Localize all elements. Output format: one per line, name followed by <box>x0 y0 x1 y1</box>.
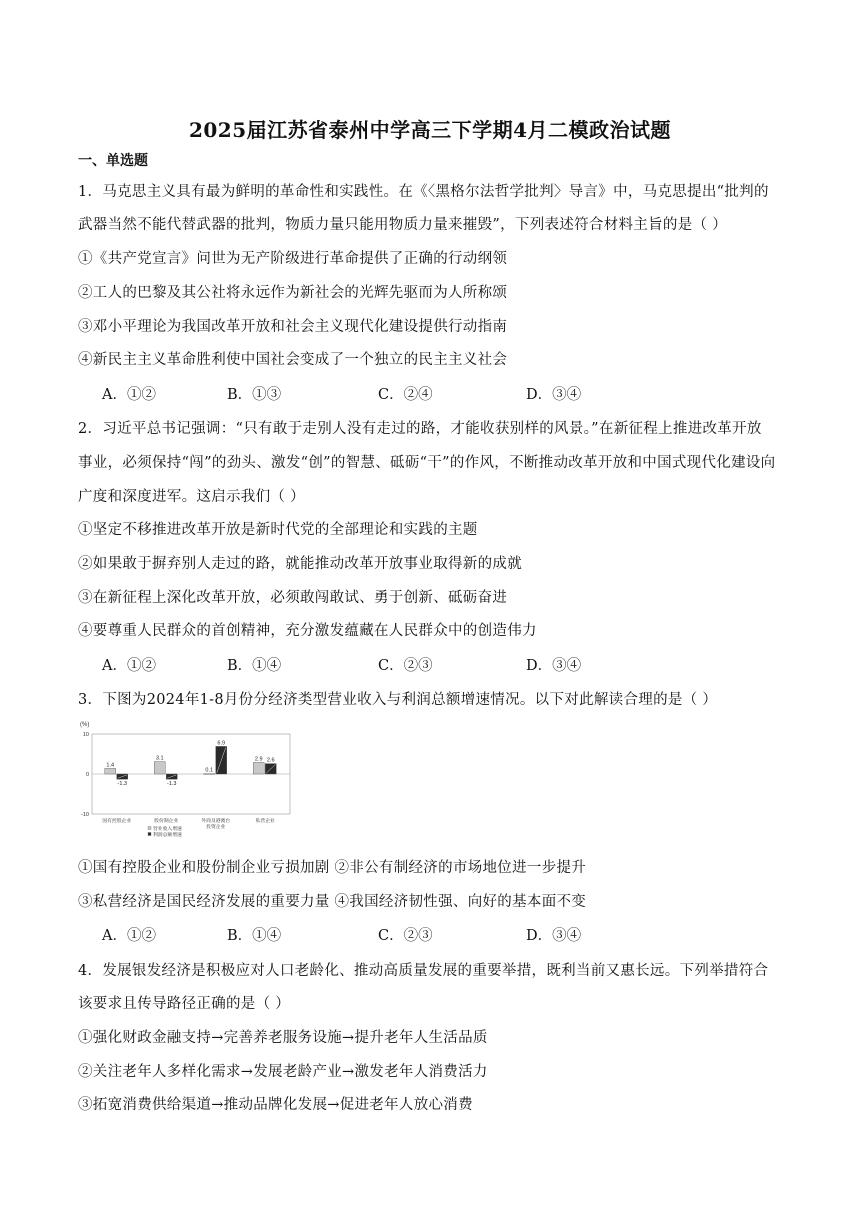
q2-option-d[interactable]: D．③④ <box>526 658 582 674</box>
q1-option-c[interactable]: C．②④ <box>378 387 433 403</box>
category-label: 股份制企业 <box>154 819 179 824</box>
q1-item-3: ③邓小平理论为我国改革开放和社会主义现代化建设提供行动指南 <box>78 319 508 335</box>
q2-option-a[interactable]: A．①② <box>102 658 156 674</box>
q1-item-1: ①《共产党宣言》问世为无产阶级进行革命提供了正确的行动纲领 <box>78 251 508 267</box>
y-tick-label: 0 <box>85 772 89 778</box>
q1-stem-line-2: 武器当然不能代替武器的批判，物质力量只能用物质力量来摧毁”，下列表述符合材料主旨的是（ ） <box>78 217 728 233</box>
chart-svg <box>78 718 298 842</box>
data-label: 0.1 <box>205 767 214 774</box>
q2-option-b[interactable]: B．①④ <box>227 658 282 674</box>
legend-label: 利润总额增速 <box>153 833 182 838</box>
q3-option-b[interactable]: B．①④ <box>227 928 282 944</box>
q3-option-c[interactable]: C．②③ <box>378 928 433 944</box>
data-label: 3.1 <box>155 755 164 762</box>
y-tick-label: -10 <box>81 812 89 818</box>
data-label: 1.4 <box>106 762 115 769</box>
section-heading: 一、单选题 <box>78 153 148 169</box>
data-label: 2.9 <box>254 756 263 763</box>
y-axis-unit-label: (%) <box>80 722 90 728</box>
q3-stem-line-1: 3．下图为2024年1-8月份分经济类型营业收入与利润总额增速情况。以下对此解读合理的是（ ） <box>78 692 718 708</box>
growth-bar-chart <box>78 718 298 842</box>
q2-item-3: ③在新征程上深化改革开放，必须敢闯敢试、勇于创新、砥砺奋进 <box>78 590 508 606</box>
category-label: 投资企业 <box>206 825 226 830</box>
q1-option-a[interactable]: A．①② <box>102 387 156 403</box>
legend-swatch <box>148 833 151 836</box>
data-label: -1.3 <box>117 781 127 788</box>
q4-stem-line-1: 4．发展银发经济是积极应对人口老龄化、推动高质量发展的重要举措，既利当前又惠长远。下列举措符合 <box>78 963 769 979</box>
q2-item-2: ②如果敢于摒弃别人走过的路，就能推动改革开放事业取得新的成就 <box>78 556 522 572</box>
q2-option-c[interactable]: C．②③ <box>378 658 433 674</box>
q3-option-a[interactable]: A．①② <box>102 928 156 944</box>
q1-item-4: ④新民主主义革命胜利使中国社会变成了一个独立的民主主义社会 <box>78 352 508 368</box>
q2-stem-line-2: 事业，必须保持“闯”的劲头、激发“创”的智慧、砥砺“干”的作风，不断推动改革开放和中国式现代化建设向 <box>78 455 776 471</box>
q4-item-1: ①强化财政金融支持→完善养老服务设施→提升老年人生活品质 <box>78 1030 488 1046</box>
category-label: 外商及港澳台 <box>201 819 231 824</box>
q3-item-3-4: ③私营经济是国民经济发展的重要力量 ④我国经济韧性强、向好的基本面不变 <box>78 894 587 910</box>
q3-option-d[interactable]: D．③④ <box>526 928 582 944</box>
data-label: 6.9 <box>217 740 226 747</box>
bar-revenue <box>105 768 116 774</box>
q1-item-2: ②工人的巴黎及其公社将永远作为新社会的光辉先驱而为人所称颂 <box>78 285 508 301</box>
bar-revenue <box>154 762 165 774</box>
legend-label: 营业收入增速 <box>153 827 182 832</box>
bar-revenue <box>253 762 264 774</box>
q2-stem-line-3: 广度和深度进军。这启示我们（ ） <box>78 489 305 505</box>
q2-item-4: ④要尊重人民群众的首创精神，充分激发蕴藏在人民群众中的创造伟力 <box>78 623 537 639</box>
q3-item-1-2: ①国有控股企业和股份制企业亏损加剧 ②非公有制经济的市场地位进一步提升 <box>78 860 587 876</box>
q4-item-3: ③拓宽消费供给渠道→推动品牌化发展→促进老年人放心消费 <box>78 1097 473 1113</box>
q1-stem-line-1: 1．马克思主义具有最为鲜明的革命性和实践性。在《〈黑格尔法哲学批判〉导言》中，马克思提出“批判的 <box>78 184 769 200</box>
q4-item-2: ②关注老年人多样化需求→发展老龄产业→激发老年人消费活力 <box>78 1064 488 1080</box>
category-label: 私营企业 <box>255 819 275 824</box>
q1-option-d[interactable]: D．③④ <box>526 387 582 403</box>
category-label: 国有控股企业 <box>102 819 132 824</box>
page-title: 2025届江苏省泰州中学高三下学期4月二模政治试题 <box>188 118 672 142</box>
y-tick-label: 10 <box>82 732 89 738</box>
q1-option-b[interactable]: B．①③ <box>227 387 282 403</box>
q2-item-1: ①坚定不移推进改革开放是新时代党的全部理论和实践的主题 <box>78 522 478 538</box>
data-label: 2.6 <box>266 757 275 764</box>
legend-swatch <box>148 827 151 830</box>
q2-stem-line-1: 2．习近平总书记强调：“只有敢于走别人没有走过的路，才能收获别样的风景。”在新征程上推进改革开放 <box>78 421 762 437</box>
data-label: -1.3 <box>167 781 177 788</box>
bar-revenue <box>204 774 215 775</box>
q4-stem-line-2: 该要求且传导路径正确的是（ ） <box>78 996 291 1012</box>
